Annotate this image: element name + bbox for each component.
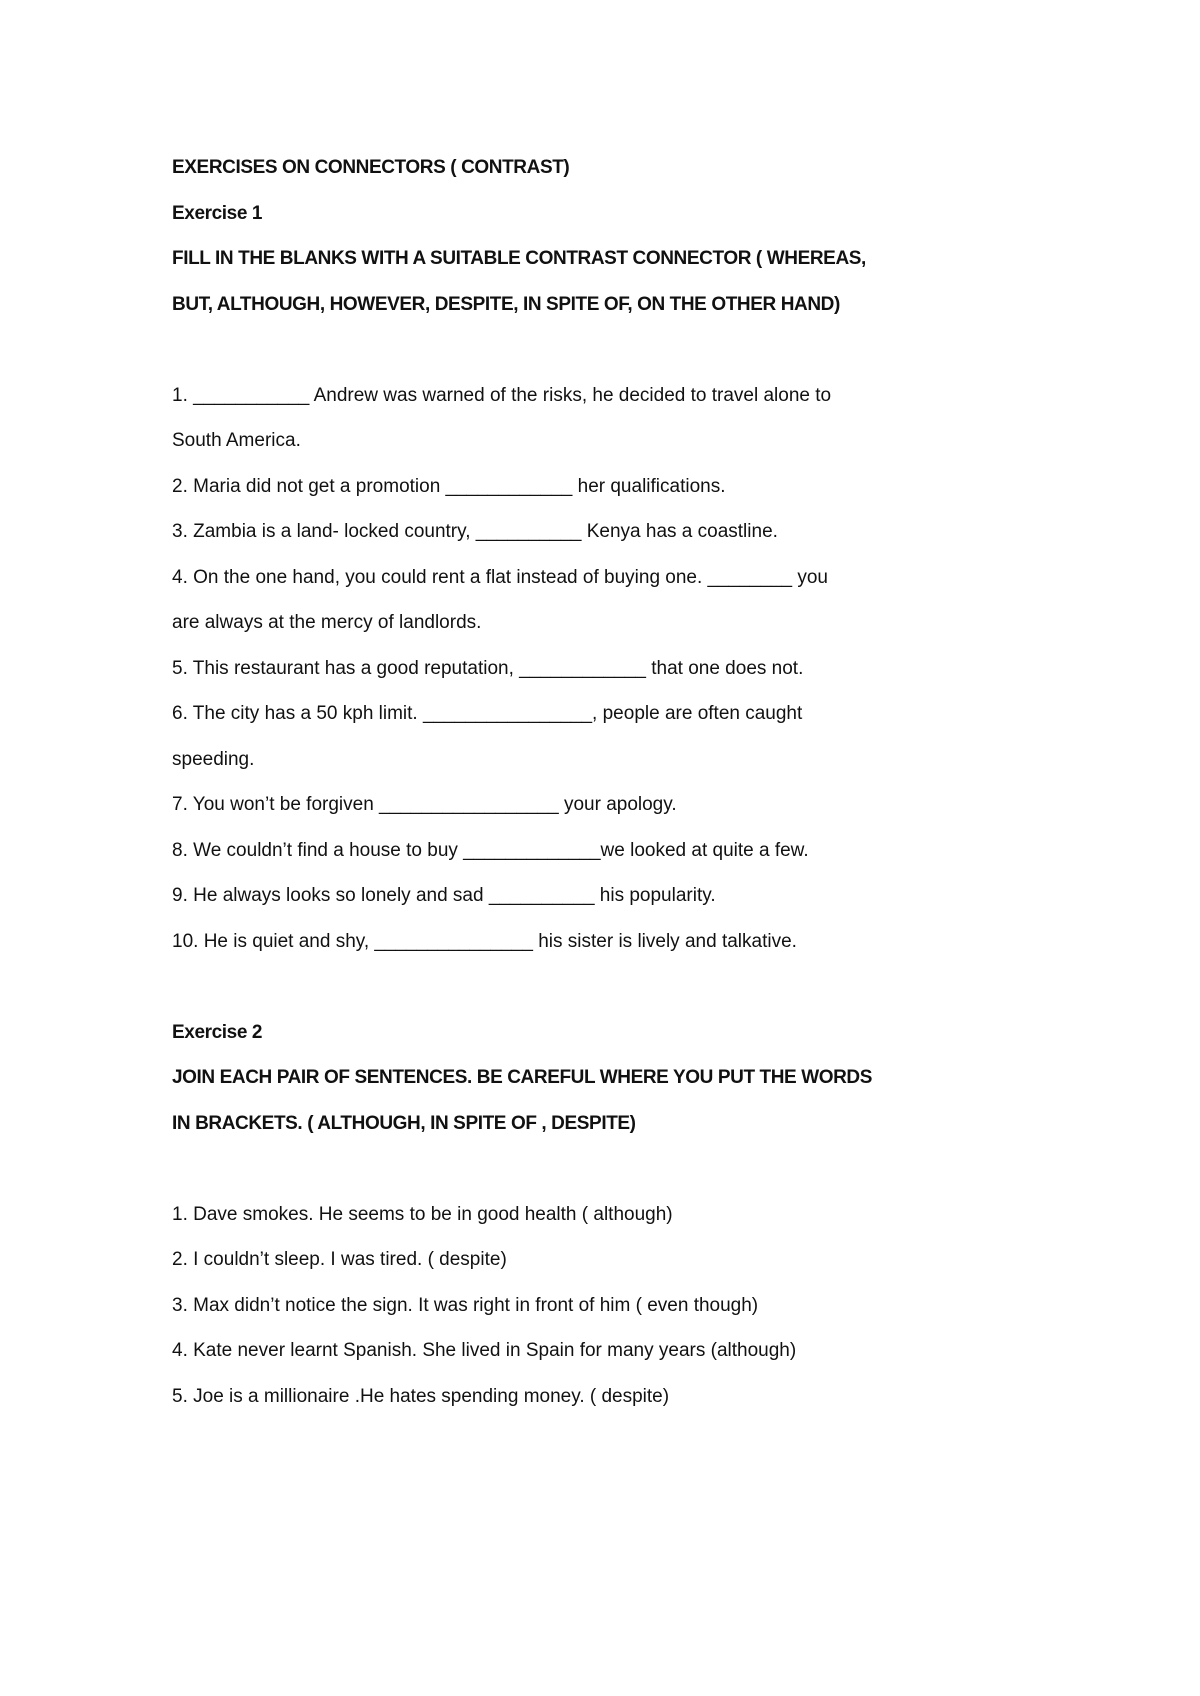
exercise-1-line: 2. Maria did not get a promotion ____________ her qualifications. (172, 475, 726, 497)
exercise-2-line: 3. Max didn’t notice the sign. It was right in front of him ( even though) (172, 1294, 759, 1316)
exercise-2-instruction-continued: IN BRACKETS. ( ALTHOUGH, IN SPITE OF , DESPITE) (172, 1112, 636, 1134)
blank-line (172, 1146, 932, 1192)
exercise-2-line: 5. Joe is a millionaire .He hates spending money. ( despite) (172, 1385, 670, 1407)
document-body (172, 145, 932, 1419)
exercise-1-line: South America. (172, 430, 301, 451)
exercise-1-line: 8. We couldn’t find a house to buy _____________we looked at quite a few. (172, 839, 809, 861)
exercise-1-line: 5. This restaurant has a good reputation, ____________ that one does not. (172, 657, 804, 679)
exercise-2-line: 1. Dave smokes. He seems to be in good health ( although) (172, 1203, 673, 1225)
document-title: EXERCISES ON CONNECTORS ( CONTRAST) (172, 157, 570, 178)
exercise-1-line: 9. He always looks so lonely and sad __________ his popularity. (172, 885, 716, 906)
exercise-1-line: 6. The city has a 50 kph limit. ________________, people are often caught (172, 703, 803, 724)
exercise-2-line: 2. I couldn’t sleep. I was tired. ( despite) (172, 1249, 507, 1270)
exercise-1-heading: Exercise 1 (172, 202, 263, 224)
exercise-1-instruction-continued: BUT, ALTHOUGH, HOWEVER, DESPITE, IN SPITE OF, ON THE OTHER HAND) (172, 293, 840, 315)
exercise-1-line: speeding. (172, 748, 255, 770)
exercise-1-line: 3. Zambia is a land- locked country, __________ Kenya has a coastline. (172, 521, 778, 542)
blank-line (172, 327, 932, 373)
exercise-2-heading: Exercise 2 (172, 1021, 263, 1043)
exercise-2-line: 4. Kate never learnt Spanish. She lived in Spain for many years (although) (172, 1340, 797, 1361)
exercise-1-line: 7. You won’t be forgiven _________________ your apology. (172, 794, 677, 815)
exercise-1-line: 4. On the one hand, you could rent a flat instead of buying one. ________ you (172, 566, 828, 588)
exercise-2-instruction: JOIN EACH PAIR OF SENTENCES. BE CAREFUL WHERE YOU PUT THE WORDS (172, 1067, 873, 1088)
blank-line (172, 964, 932, 1010)
exercise-1-line: are always at the mercy of landlords. (172, 612, 482, 633)
exercise-1-instruction: FILL IN THE BLANKS WITH A SUITABLE CONTRAST CONNECTOR ( WHEREAS, (172, 248, 866, 269)
exercise-1-line: 1. ___________ Andrew was warned of the risks, he decided to travel alone to (172, 384, 832, 406)
exercise-1-line: 10. He is quiet and shy, _______________ his sister is lively and talkative. (172, 930, 797, 952)
